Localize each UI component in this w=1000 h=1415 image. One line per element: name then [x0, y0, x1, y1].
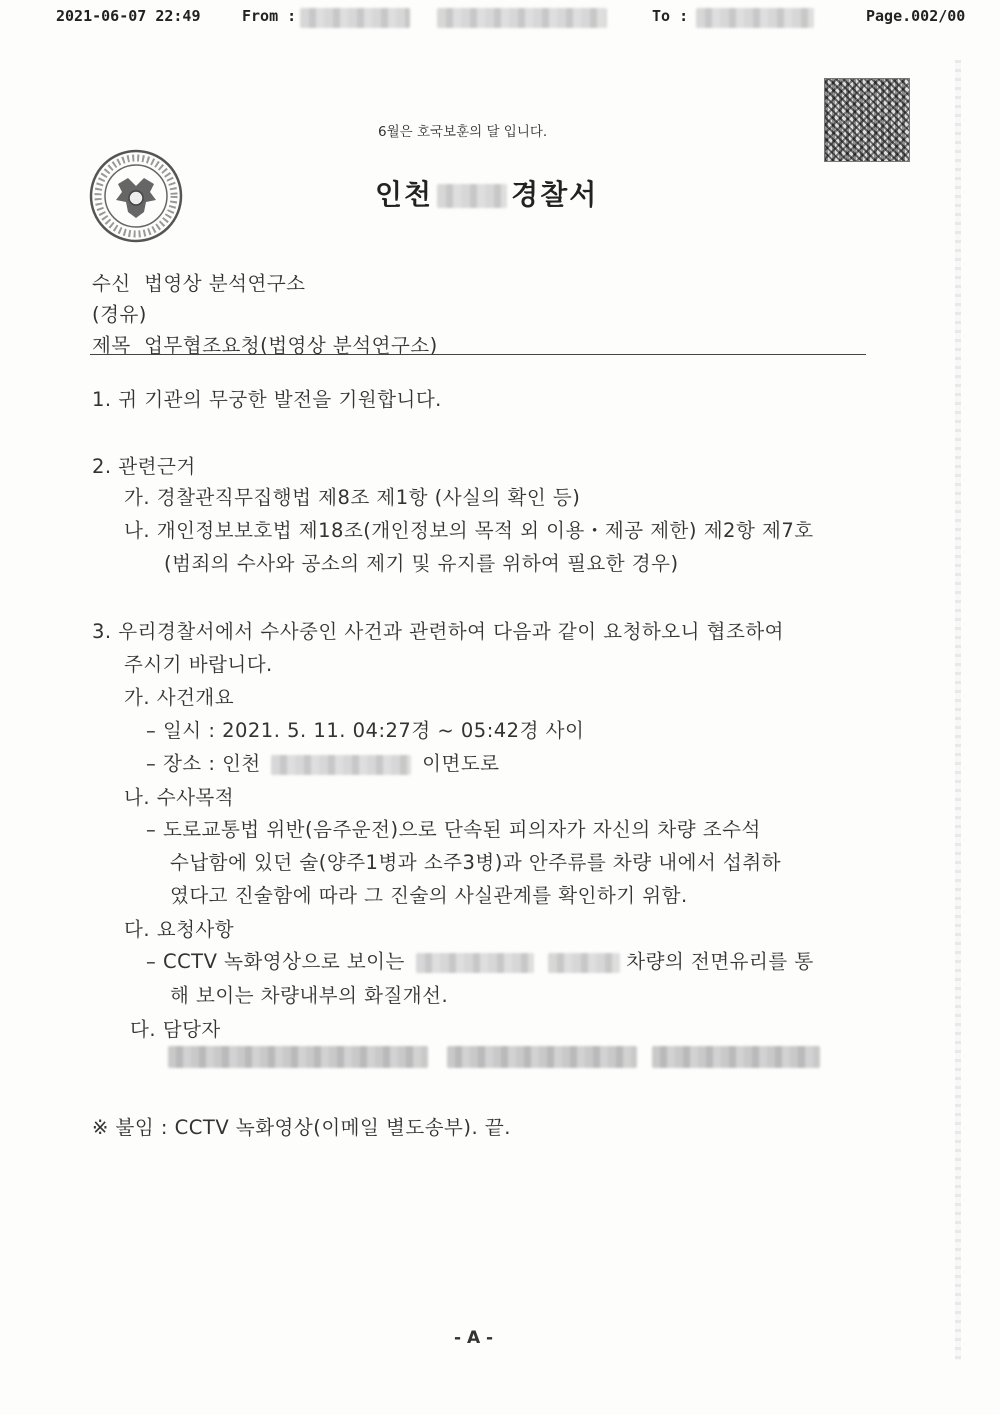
request-line-2: 해 보이는 차량내부의 화질개선. — [170, 984, 449, 1007]
purpose-line-3: 였다고 진술함에 따라 그 진술의 사실관계를 확인하기 위함. — [170, 884, 688, 907]
fax-from-label: From : — [242, 7, 297, 25]
fax-datetime: 2021-06-07 22:49 — [56, 7, 201, 25]
slogan: 6월은 호국보훈의 달 입니다. — [378, 124, 548, 140]
case-place-suffix: 이면도로 — [422, 752, 500, 775]
recipient-value: 법영상 분석연구소 — [144, 272, 306, 295]
agency-name-suffix: 경찰서 — [511, 178, 599, 211]
vehicle-plate-redacted — [416, 953, 534, 973]
purpose-line-1: – 도로교통법 위반(음주운전)으로 단속된 피의자가 자신의 차량 조수석 — [146, 818, 761, 841]
request-suffix: 차량의 전면유리를 통 — [626, 950, 814, 973]
via-line: (경유) — [92, 303, 147, 326]
case-overview-heading: 가. 사건개요 — [124, 686, 235, 709]
case-place-redacted — [271, 755, 411, 775]
subject-value: 업무협조요청(법영상 분석연구소) — [144, 334, 438, 357]
subject-label: 제목 — [92, 334, 131, 357]
section-3-intro-cont: 주시기 바랍니다. — [124, 653, 273, 676]
fax-page-number: Page.002/00 — [866, 7, 966, 25]
fax-to-label: To : — [652, 7, 689, 25]
request-line-1 — [146, 946, 814, 974]
section-2-item-ga: 가. 경찰관직무집행법 제8조 제1항 (사실의 확인 등) — [124, 486, 581, 509]
page-footer: - A - — [454, 1328, 494, 1348]
agency-title — [375, 173, 598, 213]
case-place — [146, 748, 500, 776]
agency-name-prefix: 인천 — [375, 178, 434, 211]
section-1: 1. 귀 기관의 무궁한 발전을 기원합니다. — [92, 388, 442, 411]
request-heading: 다. 요청사항 — [124, 918, 235, 941]
police-seal-logo — [88, 148, 184, 244]
agency-name-redacted — [437, 184, 507, 208]
recipient-line — [92, 268, 306, 296]
section-2-heading: 2. 관련근거 — [92, 455, 196, 478]
section-2-item-na: 나. 개인정보보호법 제18조(개인정보의 목적 외 이용・제공 제한) 제2항 제7호 — [124, 519, 814, 542]
purpose-line-2: 수납함에 있던 술(양주1병과 소주3병)과 안주류를 차량 내에서 섭취하 — [170, 851, 782, 874]
header-divider — [90, 354, 866, 355]
qr-code — [824, 78, 910, 162]
contact-redacted — [168, 1046, 820, 1068]
case-datetime: – 일시 : 2021. 5. 11. 04:27경 ~ 05:42경 사이 — [146, 719, 585, 742]
investigation-purpose-heading: 나. 수사목적 — [124, 786, 235, 809]
section-2-item-na-cont: (범죄의 수사와 공소의 제기 및 유지를 위하여 필요한 경우) — [164, 552, 679, 575]
request-prefix: – CCTV 녹화영상으로 보이는 — [146, 950, 405, 973]
case-place-prefix: – 장소 : 인천 — [146, 752, 261, 775]
recipient-label: 수신 — [92, 272, 131, 295]
section-3-intro: 3. 우리경찰서에서 수사중인 사건과 관련하여 다음과 같이 요청하오니 협조하여 — [92, 620, 784, 643]
fax-from-redacted — [300, 7, 607, 28]
fax-to-redacted — [696, 7, 814, 28]
contact-heading: 다. 담당자 — [130, 1018, 221, 1041]
attachment-note: ※ 불임 : CCTV 녹화영상(이메일 별도송부). 끝. — [92, 1116, 511, 1139]
scan-edge — [955, 60, 961, 1360]
